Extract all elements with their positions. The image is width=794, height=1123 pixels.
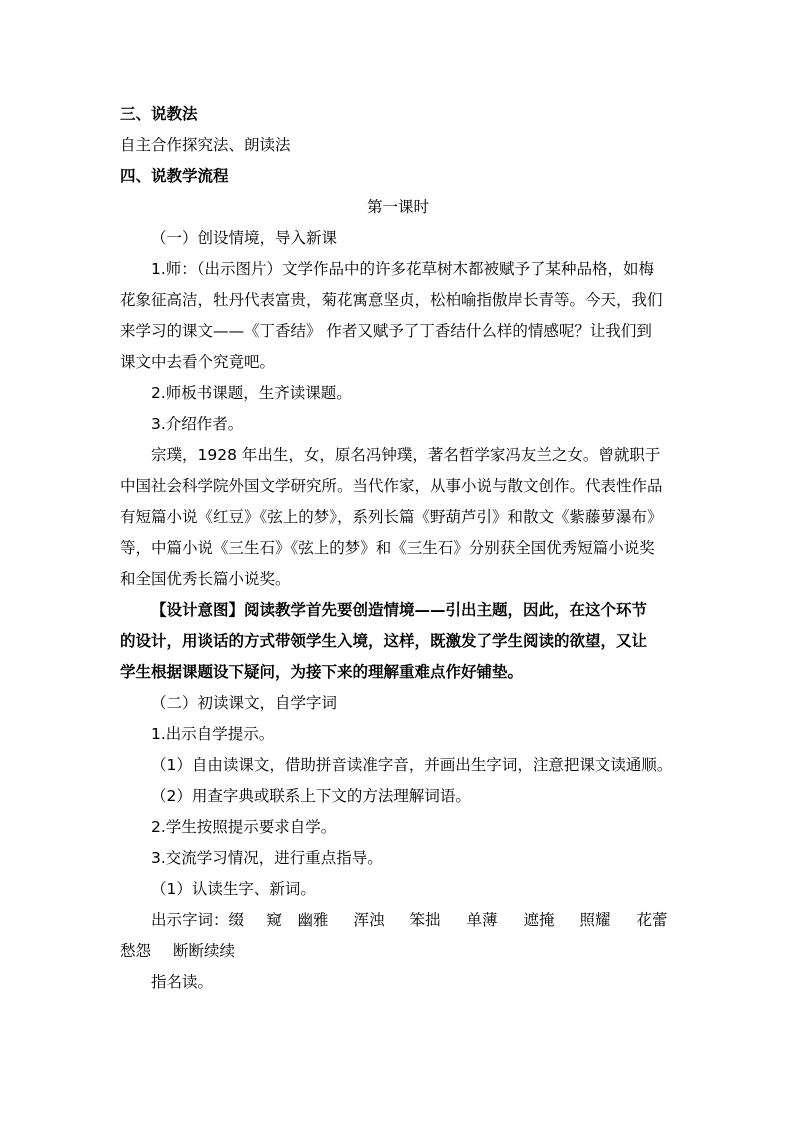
paragraph-line: 课文中去看个究竟吧。 — [120, 353, 276, 371]
teaching-methods-text: 自主合作探究法、朗读法 — [120, 136, 291, 154]
vocabulary-word: 单薄 — [466, 911, 498, 929]
list-item: 3.交流学习情况，进行重点指导。 — [151, 849, 383, 867]
vocabulary-word: 缀 — [228, 911, 245, 929]
paragraph-line: 3.介绍作者。 — [151, 415, 244, 433]
part1-title: （一）创设情境，导入新课 — [151, 229, 338, 247]
author-paragraph-line: 有短篇小说《红豆》《弦上的梦》，系列长篇《野葫芦引》和散文《紫藤萝瀑布》 — [120, 508, 663, 526]
design-intent-line: 【设计意图】阅读教学首先要创造情境——引出主题，因此，在这个环节 — [151, 601, 648, 619]
design-intent-line: 的设计，用谈话的方式带领学生入境，这样，既激发了学生阅读的欲望，又让 — [120, 632, 648, 650]
list-item: （1）认读生字、新词。 — [151, 880, 316, 898]
vocabulary-label: 出示字词： — [151, 911, 229, 929]
vocabulary-word: 笨拙 — [409, 911, 441, 929]
paragraph-line: 1.师：（出示图片）文学作品中的许多花草树木都被赋予了某种品格，如梅 — [151, 260, 655, 278]
author-paragraph-line: 和全国优秀长篇小说奖。 — [120, 570, 291, 588]
lesson-title: 第一课时 — [366, 198, 429, 216]
author-paragraph-line: 宗璞，1928 年出生，女，原名冯钟璞，著名哲学家冯友兰之女。曾就职于 — [151, 446, 661, 464]
closing-instruction: 指名读。 — [151, 973, 214, 991]
list-item: （1）自由读课文，借助拼音读准字音，并画出生字词，注意把课文读通顺。 — [151, 756, 673, 774]
vocabulary-word: 浑浊 — [353, 911, 385, 929]
design-intent-line: 学生根据课题设下疑问，为接下来的理解重难点作好铺垫。 — [120, 663, 524, 681]
author-paragraph-line: 等，中篇小说《三生石》《弦上的梦》和《三生石》分别获全国优秀短篇小说奖 — [120, 539, 655, 557]
vocabulary-word: 遮掩 — [523, 911, 555, 929]
vocabulary-word: 愁怨 — [120, 942, 152, 960]
document-content — [120, 99, 676, 998]
part2-title: （二）初读课文，自学字词 — [151, 694, 338, 712]
section-heading-teaching-process: 四、说教学流程 — [120, 167, 229, 185]
list-item: 1.出示自学提示。 — [151, 725, 275, 743]
vocabulary-line-2 — [120, 936, 676, 967]
paragraph-line: 花象征高洁，牡丹代表富贵，菊花寓意坚贞，松柏喻指傲岸长青等。今天，我们 — [120, 291, 663, 309]
vocabulary-word: 幽雅 — [297, 911, 329, 929]
author-paragraph-line: 中国社会科学院外国文学研究所。当代作家，从事小说与散文创作。代表性作品 — [120, 477, 663, 495]
paragraph-line: 来学习的课文——《丁香结》 作者又赋予了丁香结什么样的情感呢？让我们到 — [120, 322, 652, 340]
vocabulary-line-1 — [120, 905, 676, 936]
paragraph-line: 2.师板书课题，生齐读课题。 — [151, 384, 352, 402]
list-item: （2）用查字典或联系上下文的方法理解词语。 — [151, 787, 471, 805]
vocabulary-word: 窥 — [266, 911, 283, 929]
vocabulary-word: 照耀 — [579, 911, 611, 929]
list-item: 2.学生按照提示要求自学。 — [151, 818, 337, 836]
vocabulary-word: 断断续续 — [173, 942, 236, 960]
vocabulary-word: 花蕾 — [636, 911, 668, 929]
section-heading-teaching-methods: 三、说教法 — [120, 105, 198, 123]
